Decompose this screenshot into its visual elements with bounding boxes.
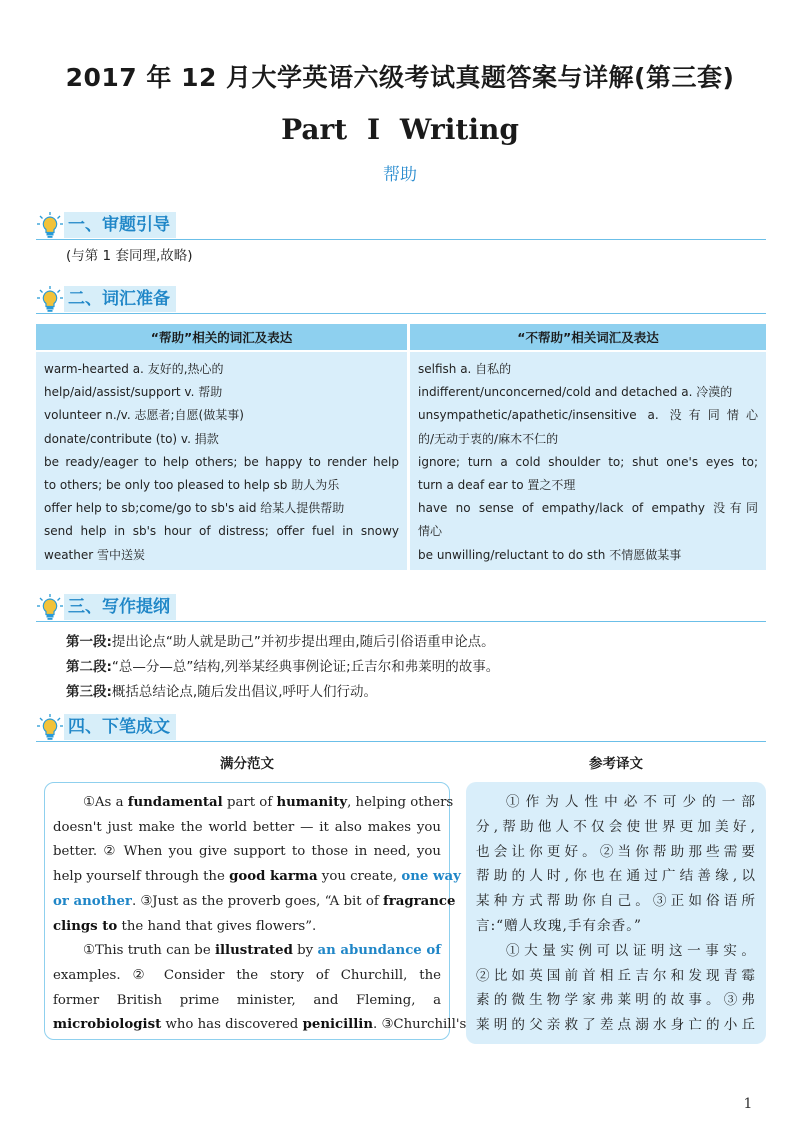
lightbulb-icon: [36, 211, 64, 239]
vocab-line: donate/contribute (to) v. 捐款: [44, 431, 219, 446]
essay-line: ①This truth can be illustrated by an abundance of: [83, 943, 442, 959]
translation-line: ②比如英国前首相丘吉尔和发现青霉: [476, 967, 756, 984]
vocab-line: 情心: [418, 524, 443, 539]
lightbulb-icon: [36, 593, 64, 621]
essay-line: former British prime minister, and Fleming, a: [53, 992, 441, 1008]
vocab-column-no-help: [410, 324, 766, 570]
vocab-column-help: [36, 324, 407, 570]
vocab-line: to others; be only too pleased to help sb 助人为乐: [44, 478, 340, 493]
essay-line: ①As a fundamental part of humanity, helping others: [83, 795, 454, 810]
outline-label: 第三段:: [66, 684, 112, 700]
outline-paragraph-2: [66, 655, 766, 680]
translation-line: 帮助的人时,你也在通过广结善缘,以: [476, 868, 756, 885]
topic-title: 帮助: [383, 165, 417, 185]
document-title: 2017 年 12 月大学英语六级考试真题答案与详解(第三套): [65, 63, 735, 92]
essay-line: or another. ③Just as the proverb goes, “A bit of fragrance: [53, 893, 456, 909]
outline-text: 提出论点“助人就是助己”并初步提出理由,随后引俗语重申论点。: [111, 634, 495, 650]
section-header-guide: [36, 210, 766, 240]
section-header-essay: [36, 712, 766, 742]
section-label: 三、写作提纲: [64, 594, 176, 620]
section-header-vocab: [36, 284, 766, 314]
vocab-line: warm-hearted a. 友好的,热心的: [44, 362, 224, 376]
section-header-outline: [36, 592, 766, 622]
essay-line: microbiologist who has discovered penicillin. ③Churchill's: [53, 1017, 467, 1033]
essay-line: examples. ② Consider the story of Churchill, the: [53, 967, 441, 983]
section-label: 二、词汇准备: [64, 286, 176, 312]
page-number: 1: [743, 1096, 753, 1112]
writing-outline: [66, 630, 766, 705]
outline-label: 第一段:: [66, 634, 112, 650]
translation-line: 莱明的父亲救了差点溺水身亡的小丘: [476, 1017, 756, 1034]
vocab-line: ignore; turn a cold shoulder to; shut one's eyes to;: [418, 454, 758, 469]
guide-note: (与第 1 套同理,故略): [66, 248, 193, 264]
essay-line: doesn't just make the world better — it also makes you: [53, 819, 441, 835]
vocab-line: selfish a. 自私的: [418, 362, 512, 376]
section-label: 四、下笔成文: [64, 714, 176, 740]
lightbulb-icon: [36, 285, 64, 313]
outline-text: 概括总结论点,随后发出倡议,呼吁人们行动。: [111, 684, 377, 700]
essay-line: better. ② When you give support to those in need, you: [53, 844, 441, 860]
translation-line: 也会让你更好。②当你帮助那些需要: [476, 843, 756, 860]
outline-paragraph-1: [66, 630, 766, 655]
part-title: Part I Writing: [281, 113, 519, 146]
vocab-line: 的/无动于衷的/麻木不仁的: [418, 431, 559, 446]
vocab-line: unsympathetic/apathetic/insensitive a. 没有同情心: [418, 408, 758, 423]
essay-label: 满分范文: [220, 756, 274, 772]
vocab-line: be ready/eager to help others; be happy to render help: [44, 454, 399, 469]
vocab-line: weather 雪中送炭: [44, 547, 145, 562]
translation-line: 素的微生物学家弗莱明的故事。③弗: [476, 992, 756, 1009]
vocab-table: [36, 324, 766, 570]
translation-label: 参考译文: [589, 756, 643, 772]
vocab-line: help/aid/assist/support v. 帮助: [44, 385, 223, 400]
reference-translation: [466, 782, 766, 1044]
translation-line: 言:“赠人玫瑰,手有余香。”: [476, 917, 642, 934]
vocab-column-heading: “不帮助”相关词汇及表达: [410, 324, 766, 352]
vocab-line: send help in sb's hour of distress; offer fuel in snowy: [44, 524, 399, 539]
vocab-line: volunteer n./v. 志愿者;自愿(做某事): [44, 408, 244, 423]
vocab-line: indifferent/unconcerned/cold and detached a. 冷漠的: [418, 385, 733, 400]
section-label: 一、审题引导: [64, 212, 176, 238]
vocab-line: be unwilling/reluctant to do sth 不情愿做某事: [418, 547, 682, 562]
model-essay: [44, 782, 467, 1040]
vocab-column-heading: “帮助”相关的词汇及表达: [36, 324, 407, 352]
lightbulb-icon: [36, 713, 64, 741]
translation-line: ①作为人性中必不可少的一部: [506, 794, 756, 810]
outline-label: 第二段:: [66, 659, 112, 675]
translation-line: ①大量实例可以证明这一事实。: [506, 942, 756, 959]
vocab-line: offer help to sb;come/go to sb's aid 给某人提供帮助: [44, 501, 345, 516]
essay-line: help yourself through the good karma you create, one way: [53, 869, 461, 885]
vocab-line: have no sense of empathy/lack of empathy 没有同: [418, 501, 758, 516]
translation-line: 分,帮助他人不仅会使世界更加美好,: [476, 818, 756, 835]
outline-paragraph-3: [66, 680, 766, 705]
vocab-line: turn a deaf ear to 置之不理: [418, 478, 576, 493]
essay-line: clings to the hand that gives flowers”.: [53, 918, 317, 934]
outline-text: “总—分—总”结构,列举某经典事例论证;丘吉尔和弗莱明的故事。: [111, 659, 500, 675]
translation-line: 某种方式帮助你自己。③正如俗语所: [476, 893, 756, 910]
